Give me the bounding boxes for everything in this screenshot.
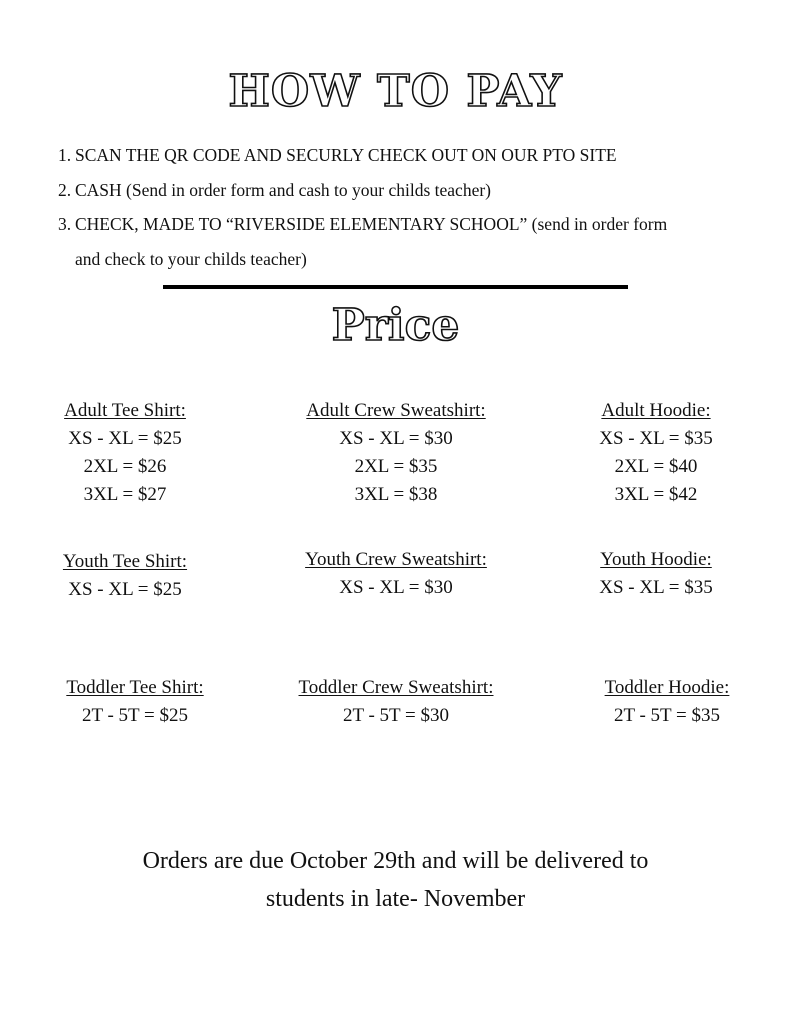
price-block-adult-tee [0, 397, 250, 509]
price-title: Price [331, 300, 460, 351]
step-number: 2. [58, 179, 72, 200]
price-block-youth-tee [0, 548, 250, 604]
price-block-toddler-crew [271, 674, 521, 730]
price-block-youth-crew [271, 546, 521, 602]
item-heading: Adult Hoodie: [601, 400, 711, 421]
item-heading: Toddler Tee Shirt: [66, 677, 204, 698]
item-heading: Youth Tee Shirt: [62, 551, 188, 572]
item-heading: Adult Tee Shirt: [64, 400, 186, 421]
step-text: CHECK, MADE TO “RIVERSIDE ELEMENTARY SCHOOL” (send in order form [75, 214, 668, 234]
step-number: 1. [58, 145, 72, 165]
price-line: 2T - 5T = $25 [81, 705, 189, 726]
step-number: 3. [58, 214, 72, 234]
order-deadline-notice [0, 842, 791, 918]
price-block-adult-hoodie [531, 397, 781, 509]
price-line: 2XL = $40 [614, 456, 698, 477]
payment-steps-list [58, 138, 758, 276]
item-heading: Toddler Crew Sweatshirt: [298, 677, 494, 698]
price-line: XS - XL = $30 [339, 577, 453, 598]
price-line: 3XL = $27 [83, 484, 167, 505]
price-line: 3XL = $38 [354, 484, 438, 505]
price-line: 3XL = $42 [614, 484, 698, 505]
price-block-adult-crew [271, 397, 521, 509]
step-text: CASH (Send in order form and cash to your childs teacher) [75, 179, 492, 200]
step-text: and check to your childs teacher) [75, 248, 307, 269]
payment-step [58, 207, 758, 242]
payment-step [58, 138, 758, 173]
price-block-toddler-hoodie [542, 674, 791, 730]
price-line: 2T - 5T = $30 [342, 705, 450, 726]
price-line: XS - XL = $25 [68, 428, 182, 449]
item-heading: Youth Hoodie: [600, 549, 712, 570]
step-text: SCAN THE QR CODE AND SECURLY CHECK OUT ON OUR PTO SITE [75, 145, 617, 165]
footer-line: Orders are due October 29th and will be delivered to [142, 848, 649, 874]
price-line: 2T - 5T = $35 [613, 705, 721, 726]
payment-step-continuation [58, 242, 758, 277]
price-line: XS - XL = $25 [68, 579, 182, 600]
price-line: XS - XL = $35 [599, 428, 713, 449]
item-heading: Adult Crew Sweatshirt: [306, 400, 486, 421]
price-block-youth-hoodie [531, 546, 781, 602]
price-line: 2XL = $35 [354, 456, 438, 477]
price-block-toddler-tee [10, 674, 260, 730]
item-heading: Toddler Hoodie: [604, 677, 730, 698]
price-line: XS - XL = $35 [599, 577, 713, 598]
footer-line: students in late- November [265, 886, 526, 912]
price-line: 2XL = $26 [83, 456, 167, 477]
item-heading: Youth Crew Sweatshirt: [305, 549, 487, 570]
payment-step [58, 173, 758, 208]
price-line: XS - XL = $30 [339, 428, 453, 449]
how-to-pay-title: HOW TO PAY [228, 66, 563, 117]
section-divider [163, 285, 628, 289]
